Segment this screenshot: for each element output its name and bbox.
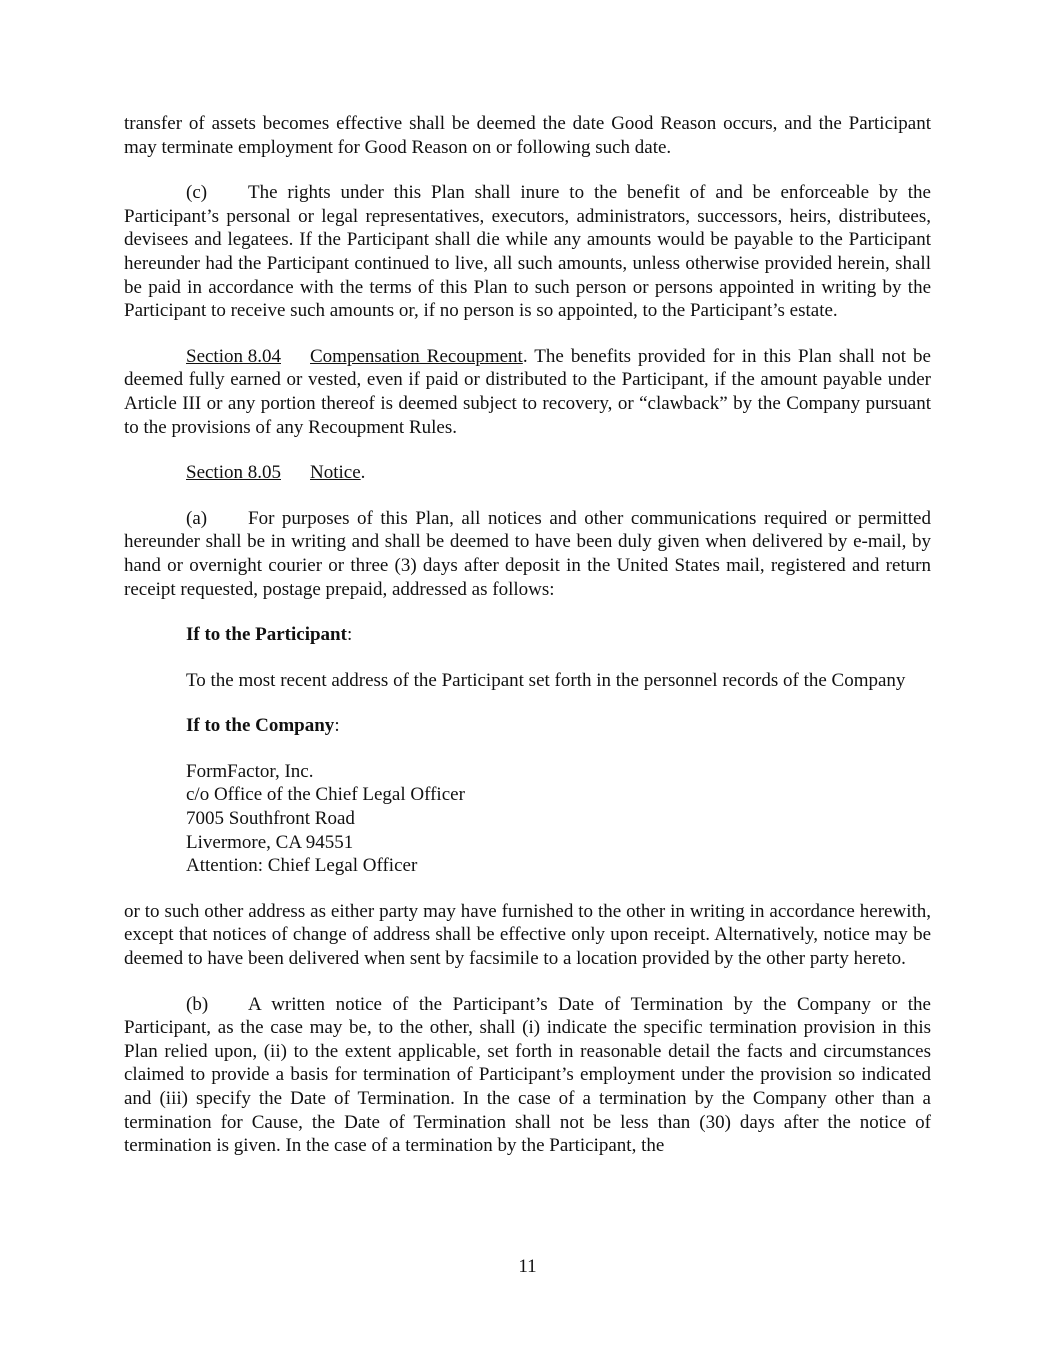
page-number: 11 [518,1256,537,1277]
section-8-05-period: . [360,462,366,484]
company-address-line: Attention: Chief Legal Officer [186,855,418,877]
paragraph-a-text: For purposes of this Plan, all notices and other communications required or permitted hereunder shall be in writing and shall be deemed to have been duly given when delivered by e-mail, by hand or overnight courier or three (3) days after deposit in the United States mail, registered and return receipt requested, postage prepaid, addressed as follows: [124,507,931,600]
paragraph-b-label: (b) [186,993,209,1015]
paragraph-a [124,507,931,601]
company-heading: If to the Company [186,715,335,737]
company-heading-colon: : [334,715,340,737]
company-address-line: Livermore, CA 94551 [186,831,354,853]
paragraph-a-label: (a) [186,507,208,529]
section-8-04 [124,345,931,439]
participant-heading-colon: : [346,624,353,646]
section-8-05 [124,461,931,485]
paragraph-c [124,181,931,323]
paragraph-c-text: The rights under this Plan shall inure to the benefit of and be enforceable by the Participant’s personal or legal representatives, executors, administrators, successors, heirs, distributees, devisees and legatees. If the Participant shall die while any amounts would be payable to the Participant hereunder had the Participant continued to live, all such amounts, unless otherwise provided herein, shall be paid in accordance with the terms of this Plan to such person or persons appointed in writing by the Participant to receive such amounts or, if no person is so appointed, to the Participant’s estate. [124,182,931,322]
paragraph-c-label: (c) [186,182,208,204]
company-heading-line [124,714,931,738]
participant-heading: If to the Participant [186,624,347,646]
other-address-paragraph: or to such other address as either party may have furnished to the other in writing in accordance herewith, except that notices of change of address shall be effective only upon receipt. Alternatively, notice may be deemed to have been delivered when sent by facsimile to a location provided by the other party hereto. [124,900,931,970]
section-8-05-number: Section 8.05 [186,462,281,484]
section-8-04-title: Compensation Recoupment [310,345,523,367]
section-8-05-title: Notice [310,462,361,484]
intro-paragraph: transfer of assets becomes effective shall be deemed the date Good Reason occurs, and the Participant may terminate employment for Good Reason on or following such date. [124,113,931,158]
company-address-line: 7005 Southfront Road [186,808,355,830]
paragraph-b-text: A written notice of the Participant’s Date of Termination by the Company or the Participant, as the case may be, to the other, shall (i) indicate the specific termination provision in this Plan relied upon, (ii) to the extent applicable, set forth in reasonable detail the facts and circumstances claimed to provide a basis for termination of Participant’s employment under the provision so indicated and (iii) specify the Date of Termination. In the case of a termination by the Company other than a termination for Cause, the Date of Termination shall not be less than (30) days after the notice of termination is given. In the case of a termination by the Participant, the [124,993,931,1157]
company-address-block [124,760,931,878]
section-8-04-number: Section 8.04 [186,345,281,367]
participant-address-text: To the most recent address of the Participant set forth in the personnel records of the Company [186,669,906,691]
participant-heading-line [124,623,931,647]
document-page [124,112,931,1158]
section-8-04-text: . The benefits provided for in this Plan shall not be deemed fully earned or vested, even if paid or distributed to the Participant, if the amount payable under Article III or any portion thereof is deemed subject to recovery, or “clawback” by the Company pursuant to the provisions of any Recoupment Rules. [124,345,931,438]
company-address-line: FormFactor, Inc. [186,760,314,782]
company-address-line: c/o Office of the Chief Legal Officer [186,784,465,806]
paragraph-b [124,993,931,1158]
